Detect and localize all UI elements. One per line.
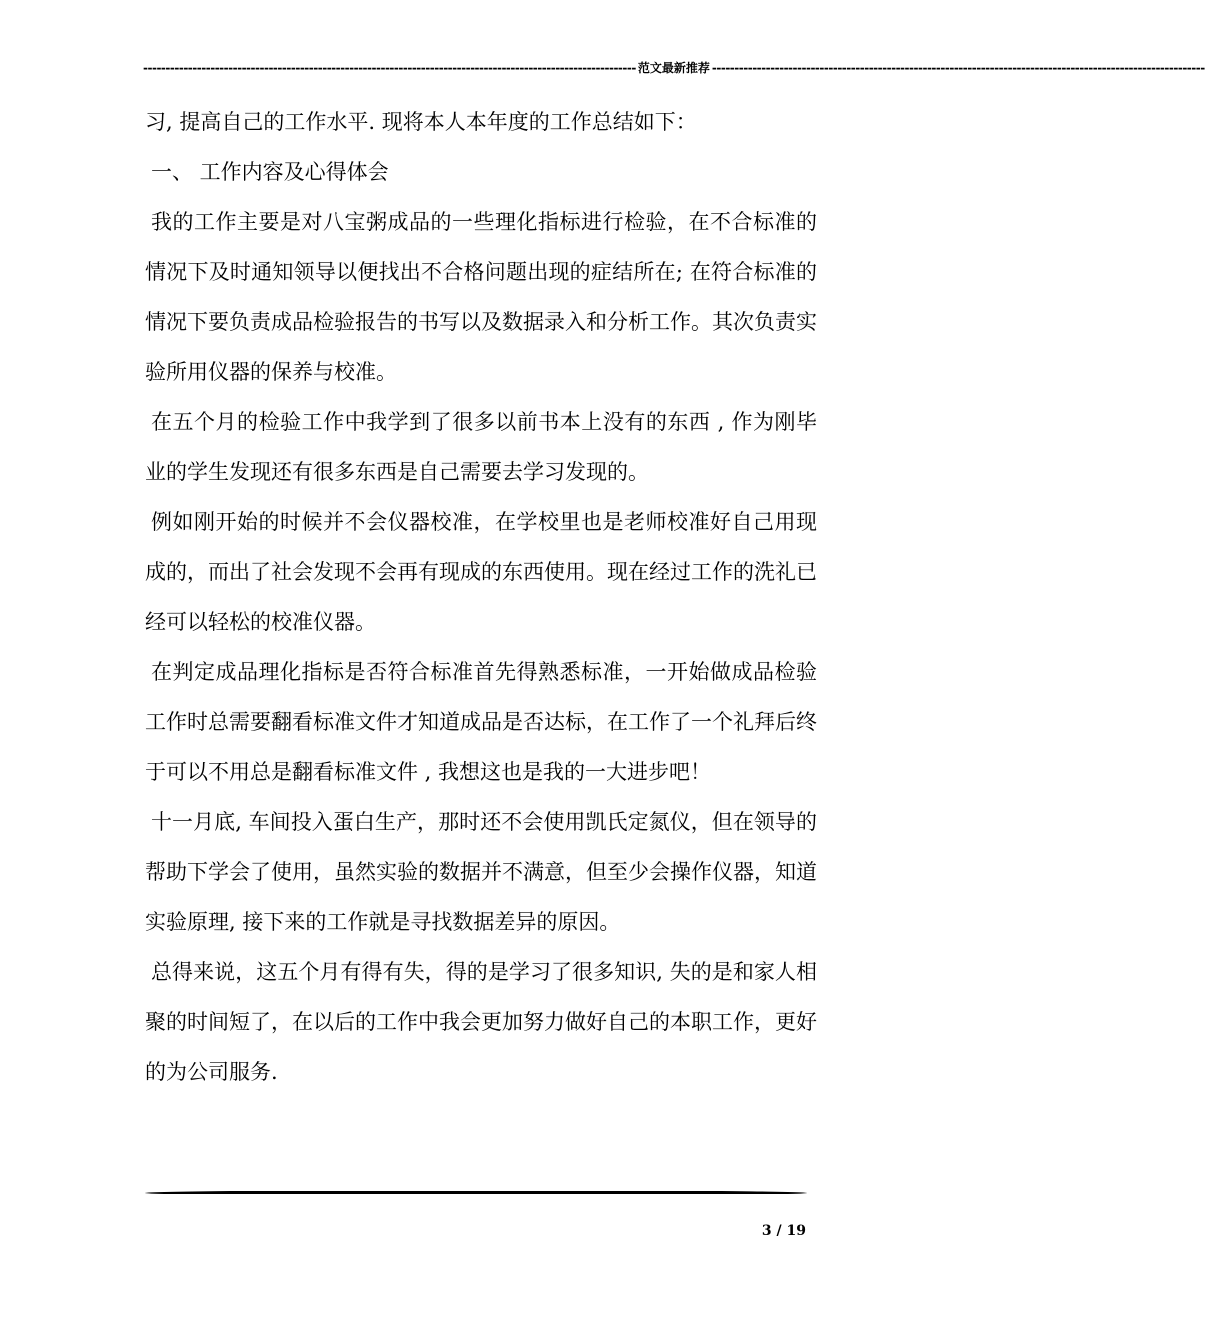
section-heading: 一、 工作内容及心得体会 [151,160,389,184]
page-header [143,58,1205,78]
footer-divider [145,1190,807,1196]
page-number: 3 / 19 [761,1223,806,1239]
paragraph-five-months: 在五个月的检验工作中我学到了很多以前书本上没有的东西 , 作为刚毕业的学生发现还有很多东西是自己需要去学习发现的。 [145,410,817,484]
paragraph-protein: 十一月底, 车间投入蛋白生产，那时还不会使用凯氏定氮仪，但在领导的帮助下学会了使用，虽然实验的数据并不满意，但至少会操作仪器，知道实验原理, 接下来的工作就是寻找数据差异的原因。 [145,810,817,934]
paragraph-summary: 总得来说，这五个月有得有失，得的是学习了很多知识, 失的是和家人相聚的时间短了，在以后的工作中我会更加努力做好自己的本职工作，更好的为公司服务. [145,960,817,1084]
header-dashes-right: -------------------------------------------------------------------------------------------------------------- [711,61,1205,75]
paragraph-calibration: 例如刚开始的时候并不会仪器校准，在学校里也是老师校准好自己用现成的，而出了社会发现不会再有现成的东西使用。现在经过工作的洗礼已经可以轻松的校准仪器。 [145,510,817,634]
paragraph-work-content: 我的工作主要是对八宝粥成品的一些理化指标进行检验，在不合标准的情况下及时通知领导以便找出不合格问题出现的症结所在; 在符合标准的情况下要负责成品检验报告的书写以及数据录入和分析工作。其次负责实验所用仪器的保养与校准。 [145,210,817,384]
header-dashes-left: -------------------------------------------------------------------------------------------------------------- [143,61,636,75]
paragraph-standards: 在判定成品理化指标是否符合标准首先得熟悉标准，一开始做成品检验工作时总需要翻看标准文件才知道成品是否达标，在工作了一个礼拜后终于可以不用总是翻看标准文件 , 我想这也是我的一大进步吧！ [145,660,817,784]
document-body [145,97,817,1097]
paragraph-continuation: 习, 提高自己的工作水平. 现将本人本年度的工作总结如下： [145,110,697,134]
header-title: 范文最新推荐 [637,61,710,75]
